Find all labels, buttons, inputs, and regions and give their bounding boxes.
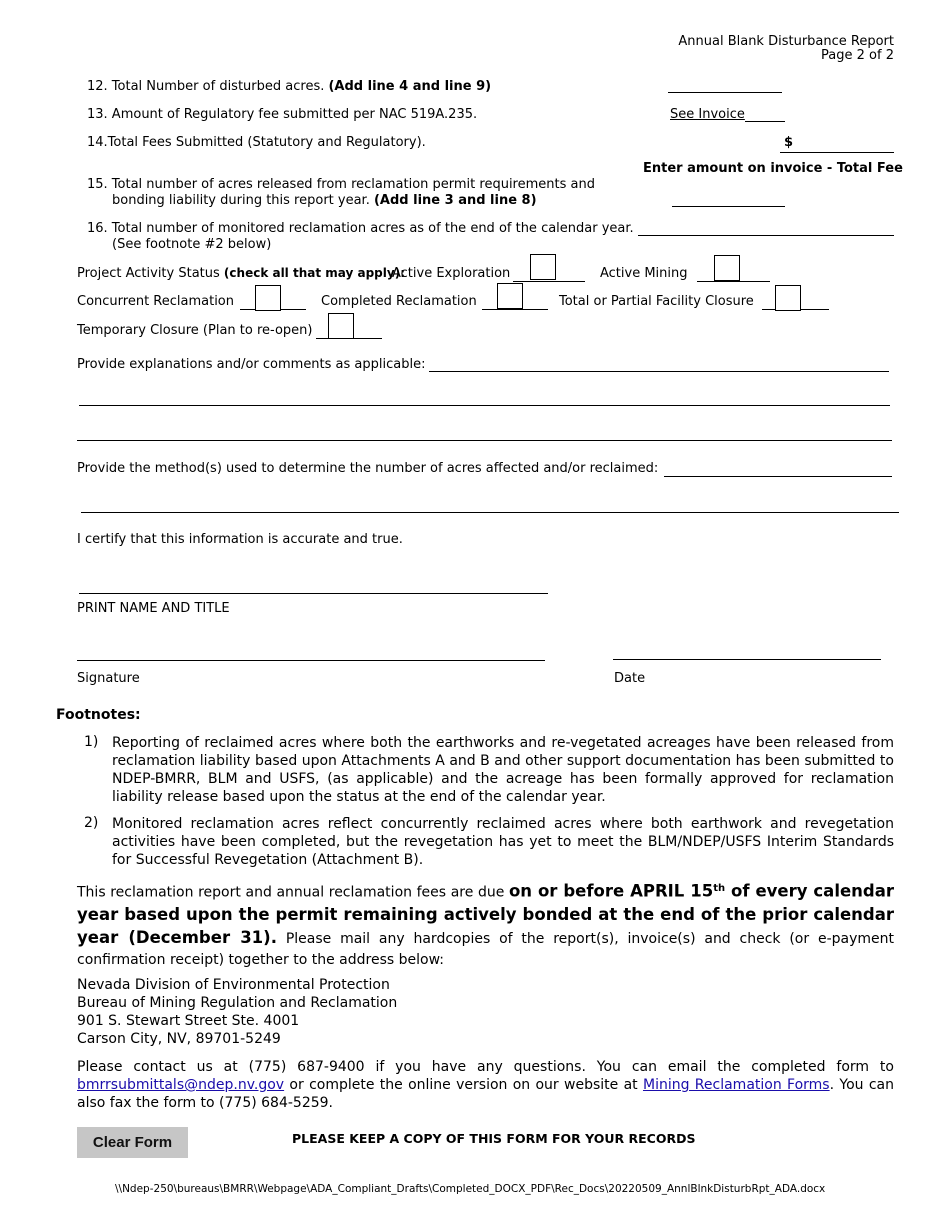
item-15-bold: (Add line 3 and line 8) xyxy=(373,193,537,208)
item-14-label: 14.Total Fees Submitted (Statutory and Regulatory). xyxy=(87,135,426,150)
email-link[interactable]: bmrrsubmittals@ndep.nv.gov xyxy=(77,1077,285,1093)
page-number: Page 2 of 2 xyxy=(821,48,894,63)
concurrent-reclamation-checkbox[interactable] xyxy=(255,285,281,311)
item-12-field[interactable] xyxy=(668,92,782,93)
print-name-field[interactable] xyxy=(79,593,548,594)
mining-reclamation-forms-link[interactable]: Mining Reclamation Forms xyxy=(642,1077,830,1093)
status-label xyxy=(77,266,405,281)
active-mining-checkbox[interactable] xyxy=(714,255,740,281)
concurrent-reclamation-label: Concurrent Reclamation xyxy=(77,294,235,309)
report-title: Annual Blank Disturbance Report xyxy=(678,34,894,49)
footnotes-heading: Footnotes: xyxy=(56,707,141,723)
method-label: Provide the method(s) used to determine the number of acres affected and/or reclaimed: xyxy=(77,461,659,476)
completed-reclamation-label: Completed Reclamation xyxy=(321,294,477,309)
item-15-line1: 15. Total number of acres released from reclamation permit requirements and xyxy=(87,177,595,192)
method-field-1[interactable] xyxy=(664,476,892,477)
item-12-label xyxy=(87,79,491,94)
status-label-text: Project Activity Status xyxy=(77,266,224,281)
footnote-2-number: 2) xyxy=(84,815,99,831)
keep-copy-notice: PLEASE KEEP A COPY OF THIS FORM FOR YOUR RECORDS xyxy=(292,1131,696,1146)
completed-underline xyxy=(482,309,548,310)
method-field-2[interactable] xyxy=(81,512,899,513)
footnote-1-text: Reporting of reclaimed acres where both the earthworks and re-vegetated acreages have been released from reclamation liability based upon Attachments A and B and other support documentation has been submitted to NDEP-BMRR, BLM and USFS, (as applicable) and the acreage has been formally approved for reclamation liability release based upon the status at the end of the calendar year. xyxy=(112,735,894,805)
temporary-closure-label: Temporary Closure (Plan to re-open) xyxy=(77,323,313,338)
file-path: \\Ndep-250\bureaus\BMRR\Webpage\ADA_Compliant_Drafts\Completed_DOCX_PDF\Rec_Docs\20220509_AnnlBlnkDisturbRpt_ADA.docx xyxy=(115,1183,826,1195)
contact-paragraph xyxy=(77,1058,894,1112)
status-hint: (check all that may apply): xyxy=(223,266,405,280)
due-bold-1: on or before APRIL 15 xyxy=(508,881,714,901)
item-15-line2 xyxy=(112,193,537,208)
active-exploration-label: Active Exploration xyxy=(392,266,511,281)
signature-label: Signature xyxy=(77,671,140,686)
active-exploration-underline xyxy=(513,281,585,282)
due-lead: This reclamation report and annual reclamation fees are due xyxy=(77,884,509,901)
active-exploration-checkbox[interactable] xyxy=(530,254,556,280)
address-line-1: Nevada Division of Environmental Protection xyxy=(77,977,390,993)
item-12-text: 12. Total Number of disturbed acres. xyxy=(87,79,329,94)
comments-field-2[interactable] xyxy=(79,405,890,406)
item-14-field[interactable] xyxy=(780,152,894,153)
contact-text-2: or complete the online version on our website at xyxy=(284,1077,643,1093)
item-13-label: 13. Amount of Regulatory fee submitted per NAC 519A.235. xyxy=(87,107,478,122)
contact-text-1: Please contact us at (775) 687-9400 if you have any questions. You can email the completed form to xyxy=(77,1059,894,1075)
footnote-2-text: Monitored reclamation acres reflect concurrently reclaimed acres where both earthwork and revegetation activities have been completed, but the revegetation has yet to meet the BLM/NDEP/USFS Interim Standards for Successful Revegetation (Attachment B). xyxy=(112,816,894,868)
address-line-2: Bureau of Mining Regulation and Reclamation xyxy=(77,995,398,1011)
active-mining-underline xyxy=(697,281,770,282)
comments-field-3[interactable] xyxy=(77,440,892,441)
due-tail: Please mail any hardcopies of the report(s), invoice(s) and check (or e-payment confirmation receipt) together to the address below: xyxy=(77,930,894,968)
certify-text: I certify that this information is accurate and true. xyxy=(77,532,403,547)
due-bold-2: of every calendar year based upon the permit remaining actively bonded at the end of the prior calendar year (December 31). xyxy=(77,881,894,947)
item-16-line1: 16. Total number of monitored reclamation acres as of the end of the calendar year. xyxy=(87,221,634,236)
date-label: Date xyxy=(614,671,646,686)
clear-form-button[interactable]: Clear Form xyxy=(77,1127,188,1158)
item-16-field[interactable] xyxy=(638,235,894,236)
item-13-field[interactable] xyxy=(745,121,785,122)
item-15-text: bonding liability during this report year. xyxy=(112,193,374,208)
completed-reclamation-checkbox[interactable] xyxy=(497,283,523,309)
comments-field-1[interactable] xyxy=(429,371,889,372)
address-line-4: Carson City, NV, 89701-5249 xyxy=(77,1031,281,1047)
item-15-field[interactable] xyxy=(672,206,785,207)
due-sup: th xyxy=(713,883,726,894)
address-line-3: 901 S. Stewart Street Ste. 4001 xyxy=(77,1013,300,1029)
temporary-closure-checkbox[interactable] xyxy=(328,313,354,339)
facility-closure-checkbox[interactable] xyxy=(775,285,801,311)
item-13-value[interactable]: See Invoice xyxy=(670,107,745,122)
item-14-dollar: $ xyxy=(784,135,794,150)
comments-label: Provide explanations and/or comments as applicable: xyxy=(77,357,426,372)
contact-text-3: . You can also fax the form to (775) 684-5259. xyxy=(77,1077,894,1111)
due-paragraph xyxy=(77,878,894,971)
footnote-1-number: 1) xyxy=(84,734,99,750)
item-16-line2: (See footnote #2 below) xyxy=(112,237,272,252)
total-fee-note: Enter amount on invoice - Total Fee xyxy=(643,161,903,176)
active-mining-label: Active Mining xyxy=(600,266,688,281)
print-name-label: PRINT NAME AND TITLE xyxy=(77,601,230,616)
item-12-bold: (Add line 4 and line 9) xyxy=(328,79,492,94)
facility-closure-label: Total or Partial Facility Closure xyxy=(559,294,754,309)
date-field[interactable] xyxy=(613,659,881,660)
signature-field[interactable] xyxy=(77,660,545,661)
